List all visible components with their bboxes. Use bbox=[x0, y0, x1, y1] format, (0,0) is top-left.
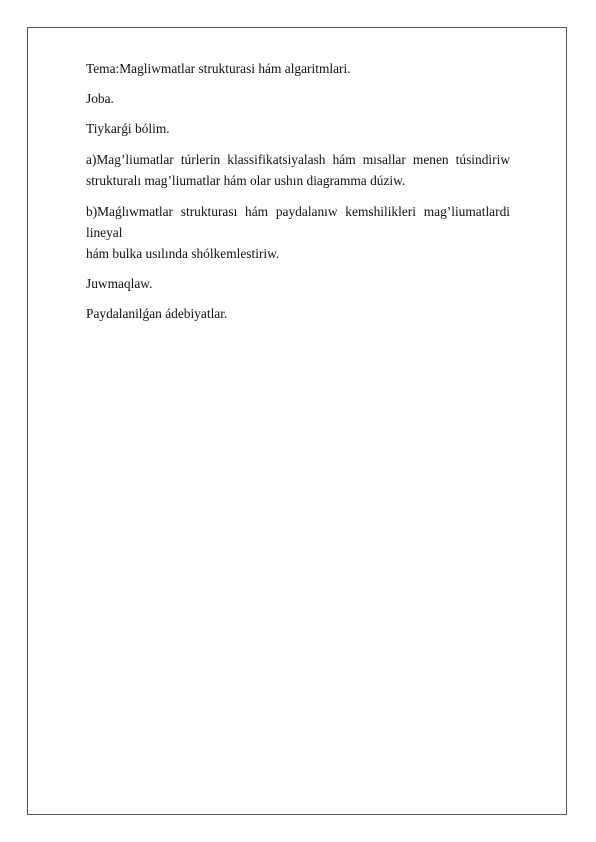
item-a-line-1: a)Mag’liumatlar túrlerin klassifikatsiyalash hám mısallar menen túsindiriw bbox=[86, 152, 510, 167]
conclusion-heading: Juwmaqlaw. bbox=[86, 276, 153, 291]
item-b-line-1: b)Maǵlıwmatlar strukturası hám paydalanıw kemshilikleri mag’liumatlardi lineyal bbox=[86, 204, 510, 240]
item-b-paragraph bbox=[86, 201, 510, 264]
item-a-paragraph bbox=[86, 149, 510, 191]
references-heading: Paydalanilǵan ádebiyatlar. bbox=[86, 306, 228, 321]
document-body bbox=[86, 59, 510, 334]
plan-heading: Joba. bbox=[86, 91, 114, 106]
item-a-line-2: strukturalı mag’liumatlar hám olar ushın diagramma dúziw. bbox=[86, 173, 406, 188]
topic-line: Tema:Magliwmatlar strukturasi hám algaritmlari. bbox=[86, 61, 351, 76]
item-b-line-2: hám bulka usılında shólkemlestiriw. bbox=[86, 246, 280, 261]
main-part-heading: Tiykarǵi bólim. bbox=[86, 121, 170, 136]
